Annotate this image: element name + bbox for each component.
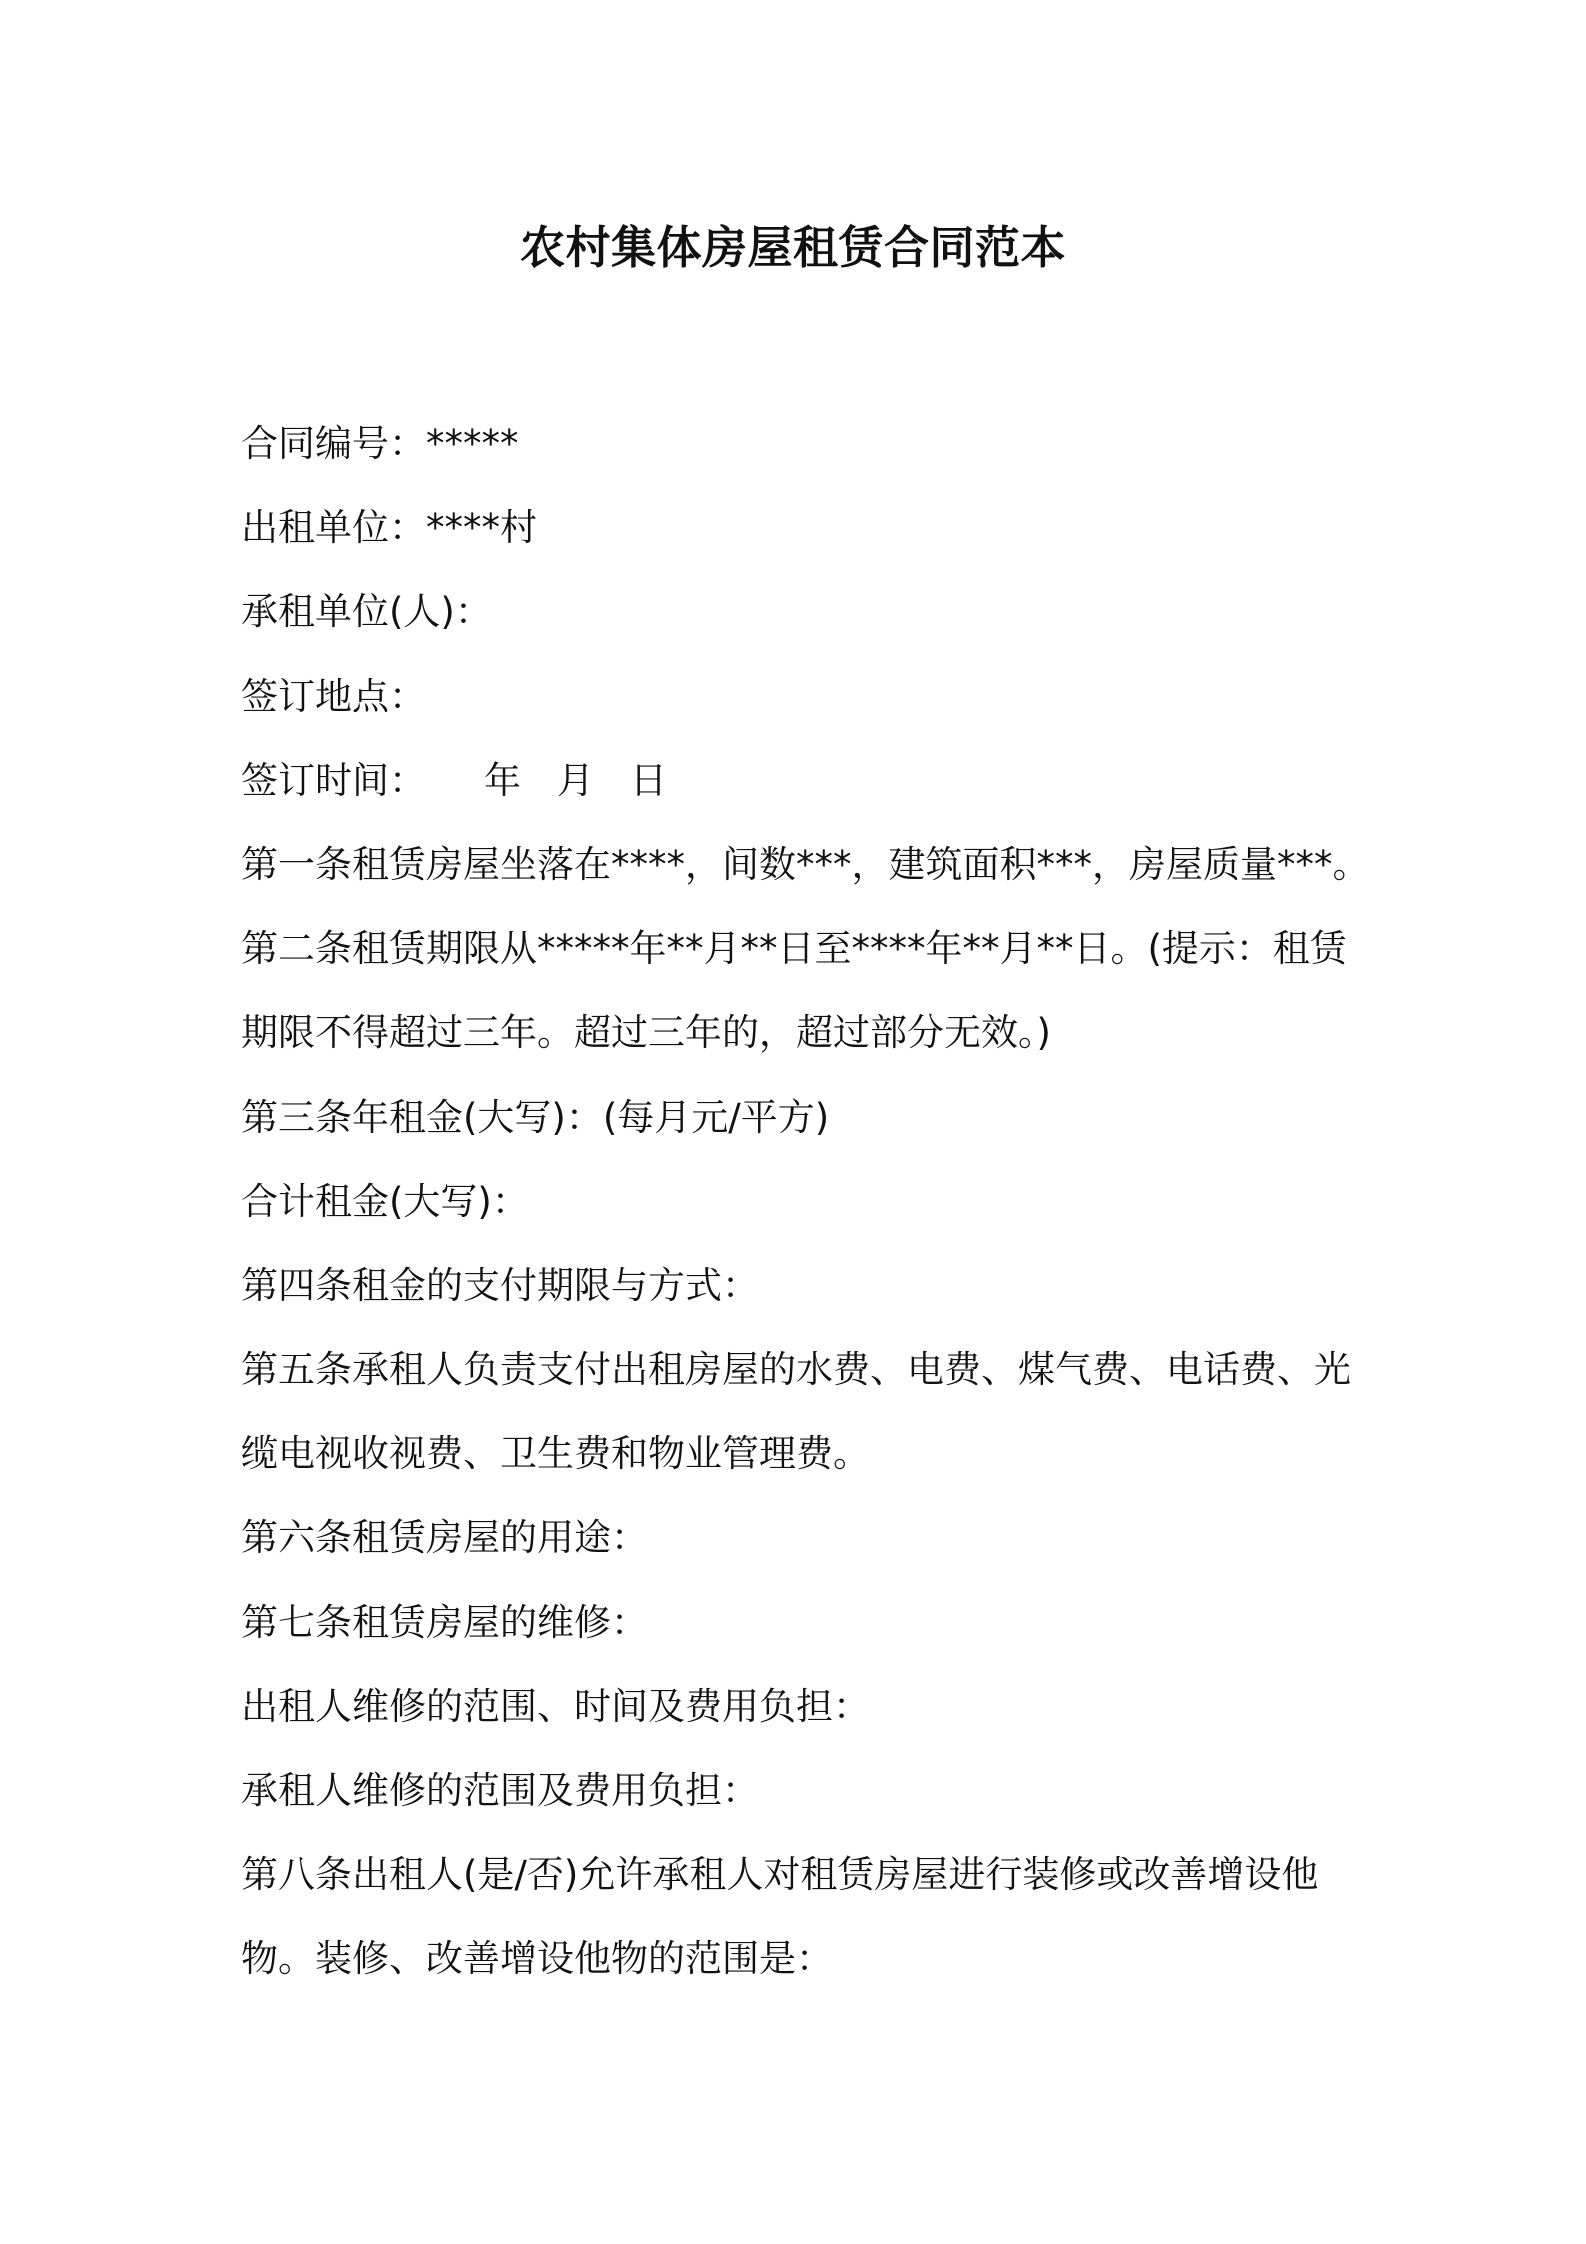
clause-3-line: 第三条年租金(大写)：(每月元/平方) xyxy=(241,1095,830,1139)
clause-2-line-1: 第二条租赁期限从*****年**月**日至****年**月**日。(提示：租赁 xyxy=(241,927,1347,971)
clause-4-line: 第四条租金的支付期限与方式： xyxy=(241,1263,759,1307)
clause-6-line: 第六条租赁房屋的用途： xyxy=(241,1516,648,1560)
clause-8-line-1: 第八条出租人(是/否)允许承租人对租赁房屋进行装修或改善增设他 xyxy=(241,1853,1319,1897)
document-body xyxy=(241,402,1381,2002)
document-title: 农村集体房屋租赁合同范本 xyxy=(519,221,1066,274)
sign-time-year: 年 xyxy=(484,758,521,802)
total-rent-line: 合计租金(大写)： xyxy=(241,1179,529,1223)
sign-place-line: 签订地点： xyxy=(241,674,426,718)
clause-7-line: 第七条租赁房屋的维修： xyxy=(241,1600,648,1644)
clause-5-line-1: 第五条承租人负责支付出租房屋的水费、电费、煤气费、电话费、光 xyxy=(241,1348,1351,1392)
sign-time-label: 签订时间： xyxy=(241,758,426,802)
sign-time-month: 月 xyxy=(557,758,594,802)
clause-2-line-2: 期限不得超过三年。超过三年的，超过部分无效。) xyxy=(241,1011,1051,1055)
lessee-repair-line: 承租人维修的范围及费用负担： xyxy=(241,1769,759,1812)
clause-8-line-2: 物。装修、改善增设他物的范围是： xyxy=(241,1937,833,1981)
lessee-line: 承租单位(人)： xyxy=(241,590,492,634)
lessor-line: 出租单位：****村 xyxy=(241,506,537,550)
contract-number-line: 合同编号：***** xyxy=(241,422,519,465)
clause-5-line-2: 缆电视收视费、卫生费和物业管理费。 xyxy=(241,1432,870,1476)
sign-time-day: 日 xyxy=(630,758,667,802)
lessor-repair-line: 出租人维修的范围、时间及费用负担： xyxy=(241,1684,870,1728)
sign-time-line xyxy=(241,739,1381,823)
clause-1-line: 第一条租赁房屋坐落在****，间数***，建筑面积***，房屋质量***。 xyxy=(241,842,1370,886)
